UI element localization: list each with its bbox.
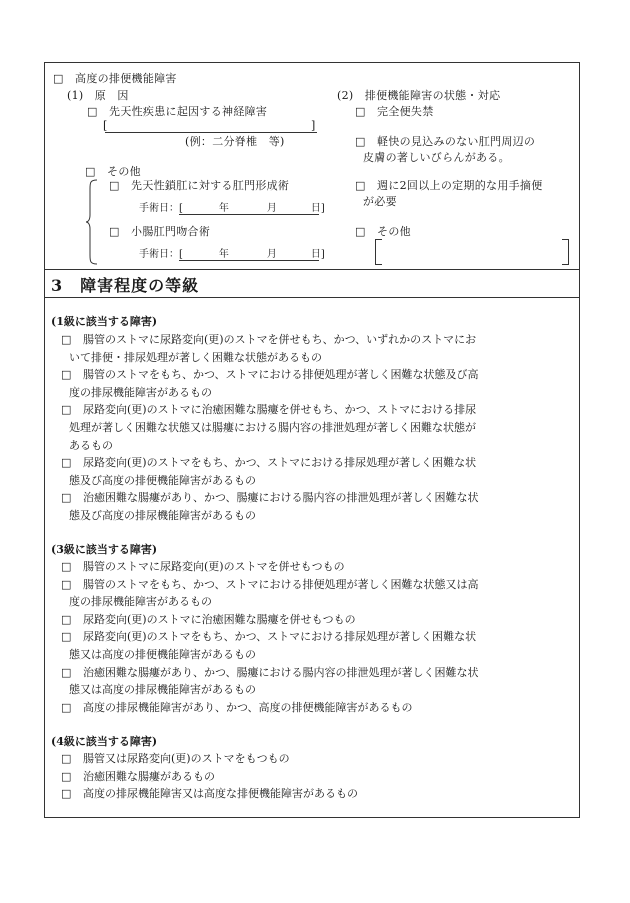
grade-item-text: 尿路変向(更)のストマをもち、かつ、ストマにおける排尿処理が著しく困難な状	[83, 630, 477, 644]
grade3-heading: (3級に該当する障害)	[51, 543, 158, 556]
congenital-detail-line[interactable]	[105, 132, 317, 133]
checkbox[interactable]: □	[61, 491, 72, 505]
bracket-close: ]	[311, 119, 316, 132]
checkbox[interactable]: □	[61, 630, 72, 644]
surgery-date-2: 手術日：[ 年 月 日]	[139, 249, 325, 260]
grade-item-text: 腸管又は尿路変向(更)のストマをもつもの	[83, 752, 290, 765]
surgery-date-2-line[interactable]	[179, 260, 319, 261]
grade-item	[61, 454, 571, 489]
form-frame	[44, 62, 580, 818]
state-finger-line2: が必要	[363, 195, 397, 208]
grade-item	[61, 628, 571, 663]
checkbox[interactable]: □	[61, 700, 72, 714]
checkbox[interactable]: □	[61, 368, 72, 382]
state-other: □ その他	[355, 225, 411, 238]
checkbox[interactable]: □	[61, 560, 72, 573]
grade-item-text: 腸管のストマに尿路変向(更)のストマを併せもち、かつ、いずれかのストマにお	[83, 333, 477, 346]
checkbox[interactable]: □	[61, 456, 72, 470]
checkbox[interactable]: □	[85, 165, 96, 178]
grade-item-text: 治癒困難な腸瘻があり、かつ、腸瘻における腸内容の排泄処理が著しく困難な状	[83, 491, 479, 505]
top-section-title: □ 高度の排便機能障害	[53, 72, 177, 85]
grade-item-text: 度の排尿機能障害があるもの	[69, 595, 212, 609]
grade-item-text: 尿路変向(更)のストマに治癒困難な腸瘻を併せもつもの	[83, 612, 356, 626]
example-text: (例：二分脊椎 等)	[185, 135, 285, 148]
checkbox[interactable]: □	[61, 333, 72, 346]
checkbox[interactable]: □	[61, 752, 72, 765]
grade4-heading: (4級に該当する障害)	[51, 735, 158, 748]
cause-congenital: □ 先天性疾患に起因する神経障害	[87, 105, 268, 118]
state-skin-line2: 皮膚の著しいびらんがある。	[363, 151, 510, 164]
checkbox[interactable]: □	[61, 665, 72, 679]
grade-item-text: 態及び高度の排便機能障害があるもの	[69, 473, 256, 487]
section3-title: 3 障害程度の等級	[51, 276, 200, 295]
grade-item	[61, 699, 571, 717]
checkbox[interactable]: □	[355, 179, 366, 192]
grade-item-text: 治癒困難な腸瘻があり、かつ、腸瘻における腸内容の排泄処理が著しく困難な状	[83, 665, 479, 679]
checkbox[interactable]: □	[61, 612, 72, 626]
surgery-date-1: 手術日：[ 年 月 日]	[139, 203, 325, 214]
cause-anal-surgery: □ 先天性鎖肛に対する肛門形成術	[109, 179, 290, 192]
checkbox[interactable]: □	[61, 577, 72, 591]
grade-item-text: 尿路変向(更)のストマをもち、かつ、ストマにおける排尿処理が著しく困難な状	[83, 456, 477, 470]
grade-item	[61, 366, 571, 401]
grade-item	[61, 768, 571, 786]
section-divider-bottom	[45, 297, 579, 298]
grade1-heading: (1級に該当する障害)	[51, 315, 158, 328]
grade-item	[61, 401, 571, 454]
state-finger-line1: □ 週に2回以上の定期的な用手摘便	[355, 179, 543, 192]
checkbox[interactable]: □	[109, 225, 120, 238]
grade-item-text: 高度の排尿機能障害又は高度な排便機能障害があるもの	[83, 787, 358, 801]
state-heading: (2) 排便機能障害の状態・対応	[337, 89, 501, 102]
checkbox[interactable]: □	[87, 105, 98, 118]
grade-item	[61, 558, 571, 576]
grade-item-text: 態又は高度の排尿機能障害があるもの	[69, 683, 256, 697]
grade-item-text: 腸管のストマをもち、かつ、ストマにおける排便処理が著しく困難な状態又は高	[83, 577, 479, 591]
state-complete: □ 完全便失禁	[355, 105, 434, 118]
grade-item	[61, 489, 571, 524]
surgery-date-1-line[interactable]	[179, 214, 319, 215]
checkbox[interactable]: □	[355, 225, 366, 238]
cause-heading: (1) 原 因	[67, 89, 129, 102]
grade-item-text: 態又は高度の排便機能障害があるもの	[69, 647, 256, 661]
state-skin-line1: □ 軽快の見込みのない肛門周辺の	[355, 135, 536, 148]
grade-item	[61, 664, 571, 699]
state-other-field[interactable]	[375, 239, 569, 265]
grade-item-text: あるもの	[69, 438, 113, 452]
grade-item-text: 度の排尿機能障害があるもの	[69, 385, 212, 399]
checkbox[interactable]: □	[61, 403, 72, 417]
grade-item-text: 尿路変向(更)のストマに治癒困難な腸瘻を併せもち、かつ、ストマにおける排尿	[83, 403, 477, 417]
grade-item-text: 腸管のストマに尿路変向(更)のストマを併せもつもの	[83, 560, 345, 573]
checkbox[interactable]: □	[61, 787, 72, 801]
brace-icon	[85, 179, 99, 265]
checkbox[interactable]: □	[61, 769, 72, 783]
checkbox[interactable]: □	[53, 72, 64, 85]
grade-item-text: 処理が著しく困難な状態又は腸瘻における腸内容の排泄処理が著しく困難な状態が	[69, 420, 476, 434]
grade-item-text: 腸管のストマをもち、かつ、ストマにおける排便処理が著しく困難な状態及び高	[83, 368, 479, 382]
cause-colo-anal: □ 小腸肛門吻合術	[109, 225, 211, 238]
grade-item-text: 高度の排尿機能障害があり、かつ、高度の排便機能障害があるもの	[83, 700, 413, 714]
grade-item	[61, 611, 571, 629]
grade-item	[61, 785, 571, 803]
checkbox[interactable]: □	[109, 179, 120, 192]
bracket-open: [	[103, 119, 108, 132]
cause-other: □ その他	[85, 165, 141, 178]
checkbox[interactable]: □	[355, 135, 366, 148]
grade-item	[61, 750, 571, 768]
section-divider-top	[45, 269, 579, 270]
checkbox[interactable]: □	[355, 105, 366, 118]
grade-item-text: 態及び高度の排尿機能障害があるもの	[69, 508, 256, 522]
grade-item-text: 治癒困難な腸瘻があるもの	[83, 769, 215, 783]
grade-item	[61, 576, 571, 611]
grade-item	[61, 331, 571, 366]
grade-item-text: いて排便・排尿処理が著しく困難な状態があるもの	[69, 350, 322, 364]
